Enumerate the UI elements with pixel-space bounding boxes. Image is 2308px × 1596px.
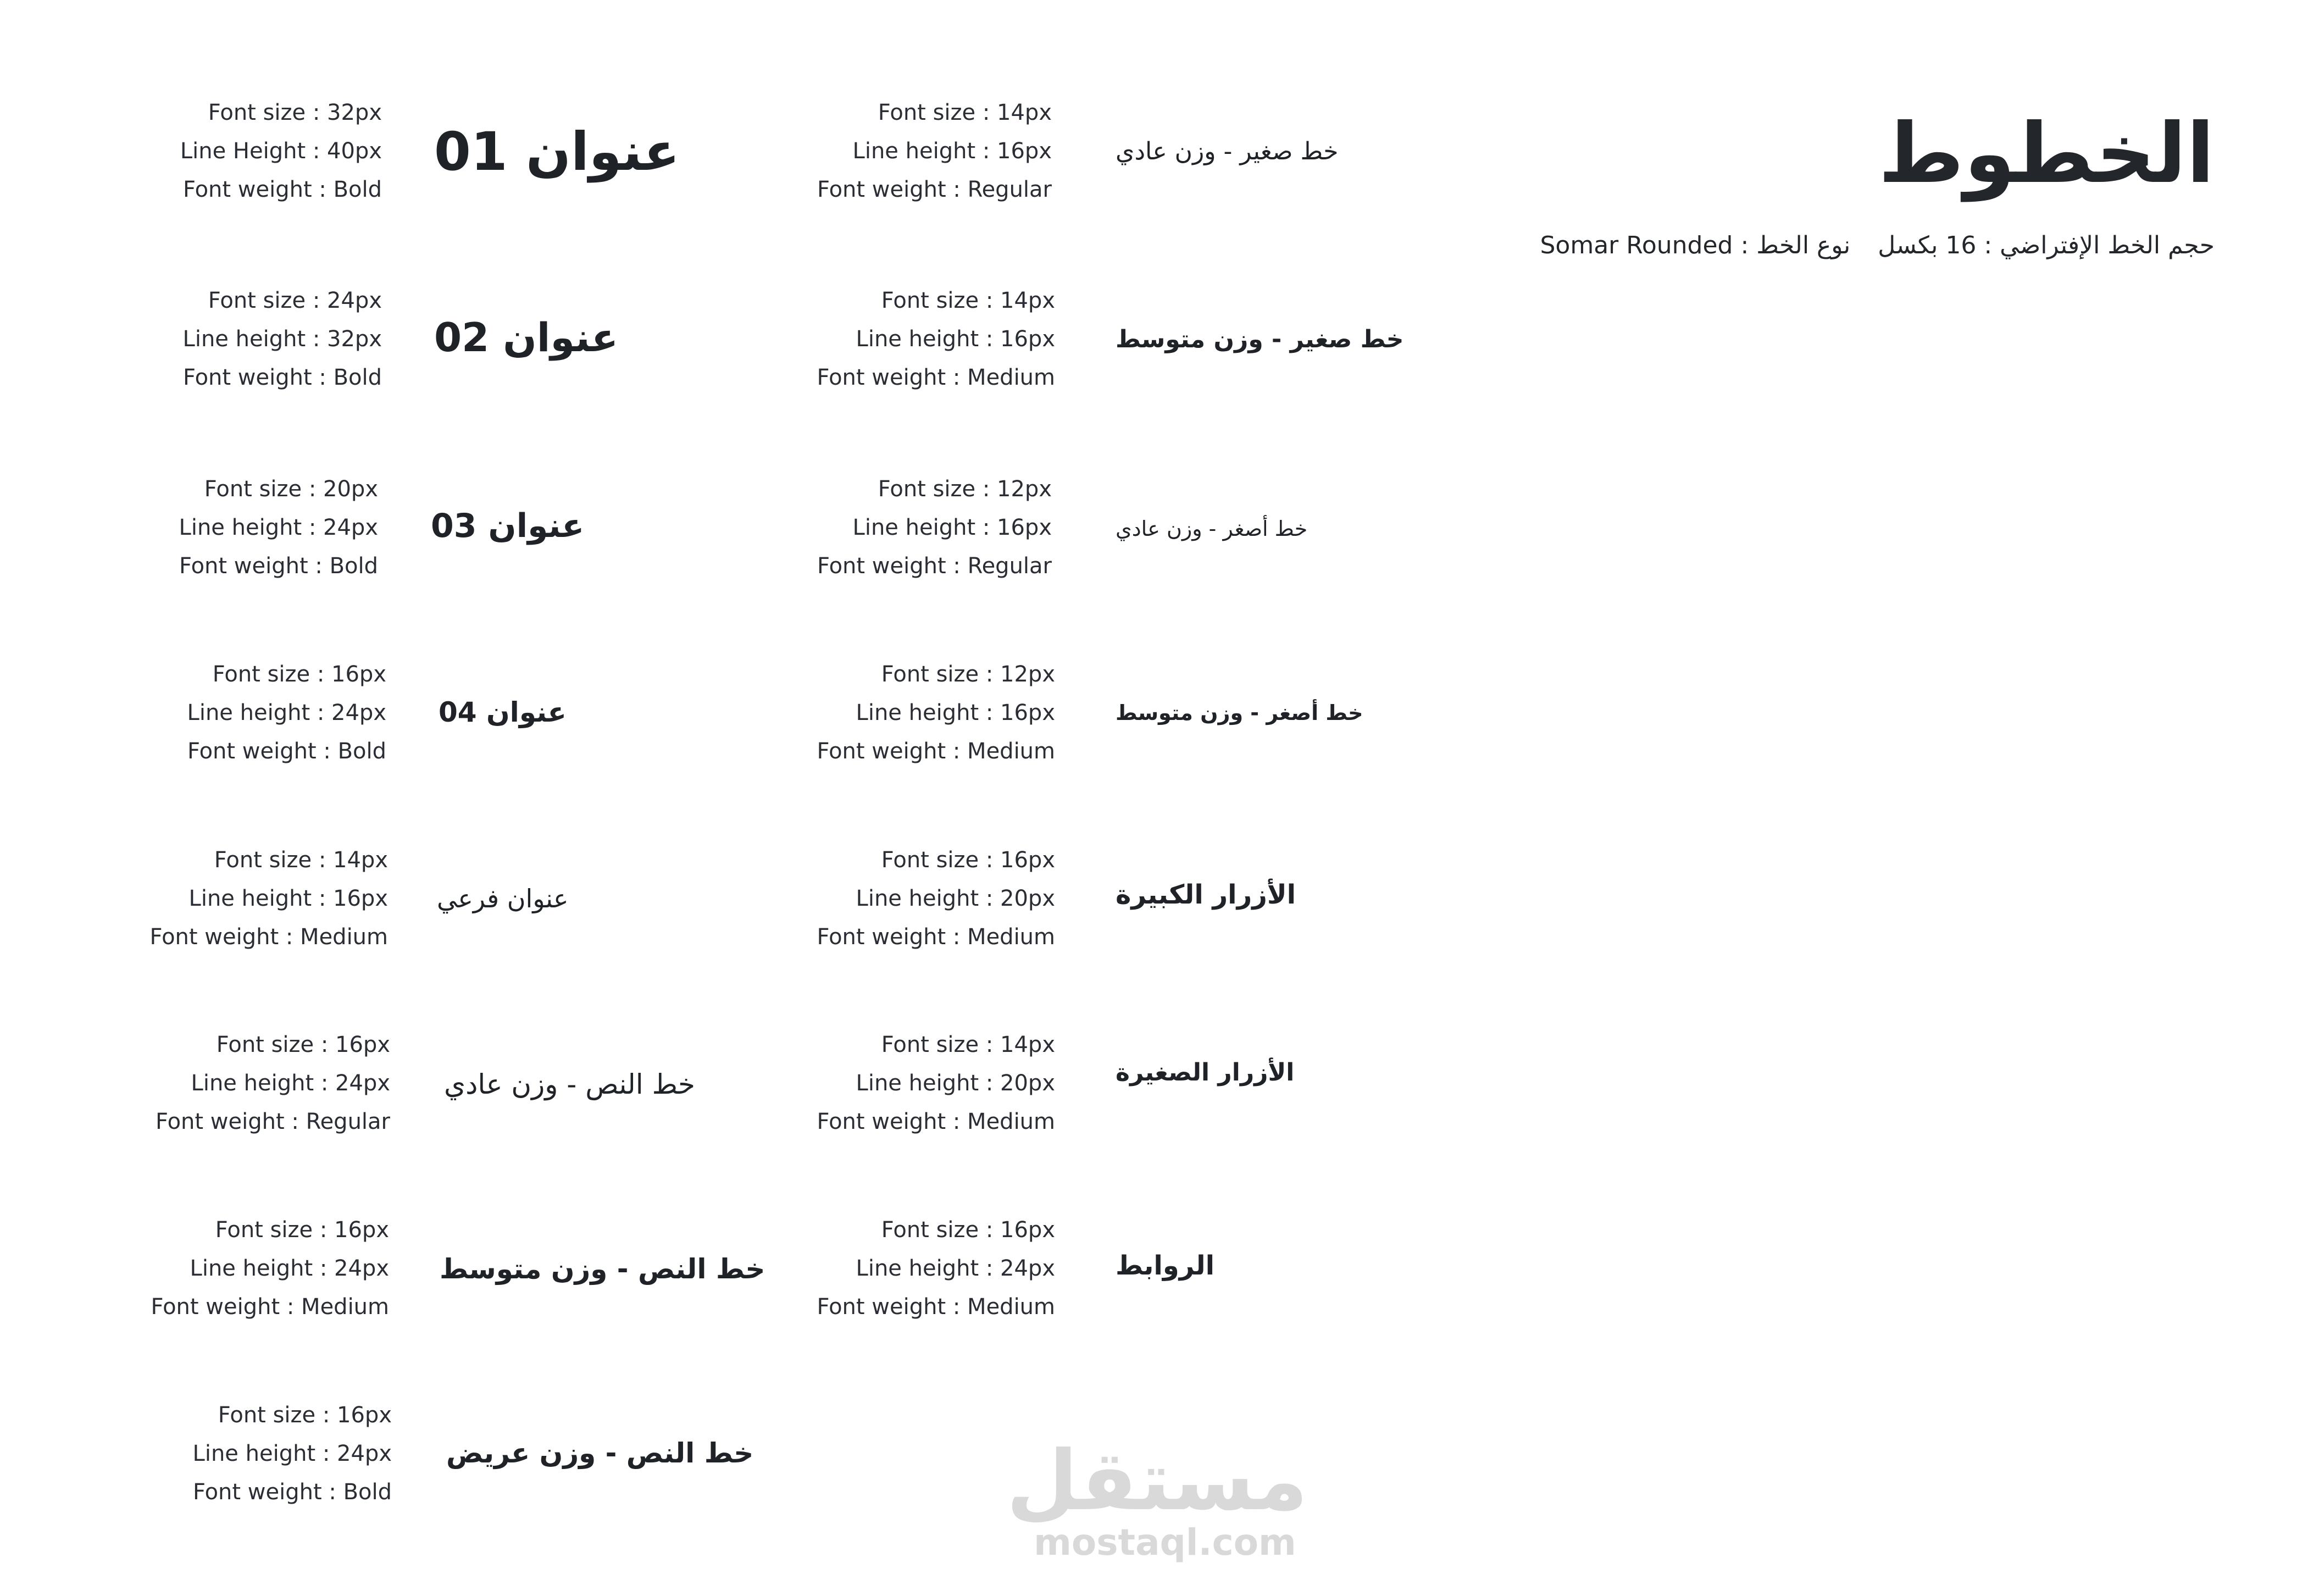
spec-font-weight: Font weight : Bold	[183, 365, 382, 390]
spec-heading-02	[183, 281, 382, 397]
spec-font-weight: Font weight : Regular	[817, 553, 1052, 579]
spec-small-buttons	[817, 1026, 1055, 1141]
spec-font-weight: Font weight : Bold	[193, 1479, 392, 1505]
watermark	[1006, 1433, 1308, 1564]
spec-large-buttons	[817, 841, 1055, 956]
spec-line-height: Line height : 24px	[192, 1441, 392, 1466]
spec-links	[817, 1211, 1055, 1326]
sample-small-regular: خط صغير - وزن عادي	[1116, 137, 1339, 165]
sample-subheading: عنوان فرعي	[437, 884, 569, 913]
sample-smaller-regular: خط أصغر - وزن عادي	[1116, 517, 1308, 541]
spec-line-height: Line height : 24px	[856, 1256, 1055, 1281]
spec-font-weight: Font weight : Regular	[817, 177, 1052, 202]
spec-font-size: Font size : 12px	[881, 662, 1055, 687]
spec-line-height: Line height : 16px	[188, 886, 388, 911]
spec-font-size: Font size : 20px	[204, 476, 378, 502]
spec-font-size: Font size : 16px	[881, 1217, 1055, 1243]
sample-heading-02: عنوان 02	[434, 314, 619, 361]
spec-font-weight: Font weight : Bold	[179, 553, 378, 579]
spec-line-height: Line height : 16px	[852, 138, 1052, 164]
watermark-url: mostaql.com	[1034, 1521, 1296, 1564]
font-type-text: نوع الخط : Somar Rounded	[1540, 231, 1851, 259]
spec-font-size: Font size : 14px	[881, 1032, 1055, 1057]
spec-font-weight: Font weight : Medium	[149, 924, 388, 950]
page-title: الخطوط	[1878, 106, 2215, 202]
sample-body-medium: خط النص - وزن متوسط	[440, 1253, 765, 1285]
default-size-text: حجم الخط الإفتراضي : 16 بكسل	[1878, 231, 2215, 259]
spec-line-height: Line Height : 40px	[180, 138, 382, 164]
spec-font-size: Font size : 24px	[208, 288, 382, 313]
spec-font-weight: Font weight : Bold	[187, 739, 386, 764]
spec-font-size: Font size : 12px	[878, 476, 1052, 502]
watermark-logo-arabic: مستقل	[1006, 1433, 1308, 1529]
spec-font-size: Font size : 16px	[881, 847, 1055, 873]
sample-heading-04: عنوان 04	[439, 696, 567, 728]
sample-links: الروابط	[1116, 1250, 1215, 1281]
spec-font-size: Font size : 14px	[878, 100, 1052, 125]
spec-small-regular	[817, 93, 1052, 209]
spec-line-height: Line height : 20px	[856, 886, 1055, 911]
spec-line-height: Line height : 16px	[856, 700, 1055, 725]
spec-font-size: Font size : 16px	[215, 1217, 389, 1243]
spec-line-height: Line height : 16px	[856, 326, 1055, 352]
sample-large-buttons: الأزرار الكبيرة	[1116, 879, 1296, 910]
spec-line-height: Line height : 16px	[852, 515, 1052, 540]
spec-heading-01	[180, 93, 382, 209]
spec-line-height: Line height : 24px	[190, 1256, 389, 1281]
spec-line-height: Line height : 24px	[179, 515, 378, 540]
spec-font-weight: Font weight : Medium	[817, 739, 1055, 764]
spec-body-regular	[156, 1026, 390, 1141]
spec-line-height: Line height : 32px	[182, 326, 382, 352]
sample-body-regular: خط النص - وزن عادي	[444, 1068, 695, 1100]
spec-font-weight: Font weight : Regular	[156, 1109, 390, 1134]
sample-body-bold: خط النص - وزن عريض	[446, 1437, 754, 1469]
spec-heading-04	[187, 655, 386, 771]
spec-heading-03	[179, 470, 378, 585]
spec-font-size: Font size : 16px	[216, 1032, 390, 1057]
spec-font-size: Font size : 14px	[214, 847, 388, 873]
spec-smaller-medium	[817, 655, 1055, 771]
spec-font-size: Font size : 16px	[212, 662, 386, 687]
spec-smaller-regular	[817, 470, 1052, 585]
spec-subheading	[149, 841, 388, 956]
font-meta-line	[1540, 231, 2215, 259]
spec-font-size: Font size : 16px	[218, 1403, 392, 1428]
spec-font-size: Font size : 32px	[208, 100, 382, 125]
sample-small-medium: خط صغير - وزن متوسط	[1116, 325, 1404, 353]
spec-body-bold	[193, 1396, 392, 1511]
spec-small-medium	[817, 281, 1055, 397]
spec-line-height: Line height : 20px	[856, 1071, 1055, 1096]
spec-font-weight: Font weight : Medium	[151, 1294, 389, 1320]
spec-body-medium	[151, 1211, 389, 1326]
sample-small-buttons: الأزرار الصغيرة	[1116, 1059, 1295, 1087]
spec-font-weight: Font weight : Medium	[817, 1294, 1055, 1320]
sample-heading-01: عنوان 01	[434, 121, 680, 182]
spec-line-height: Line height : 24px	[187, 700, 386, 725]
spec-font-weight: Font weight : Medium	[817, 1109, 1055, 1134]
sample-heading-03: عنوان 03	[431, 507, 585, 545]
spec-font-weight: Font weight : Bold	[183, 177, 382, 202]
spec-font-weight: Font weight : Medium	[817, 365, 1055, 390]
spec-font-size: Font size : 14px	[881, 288, 1055, 313]
sample-smaller-medium: خط أصغر - وزن متوسط	[1116, 701, 1363, 725]
spec-font-weight: Font weight : Medium	[817, 924, 1055, 950]
spec-line-height: Line height : 24px	[191, 1071, 390, 1096]
